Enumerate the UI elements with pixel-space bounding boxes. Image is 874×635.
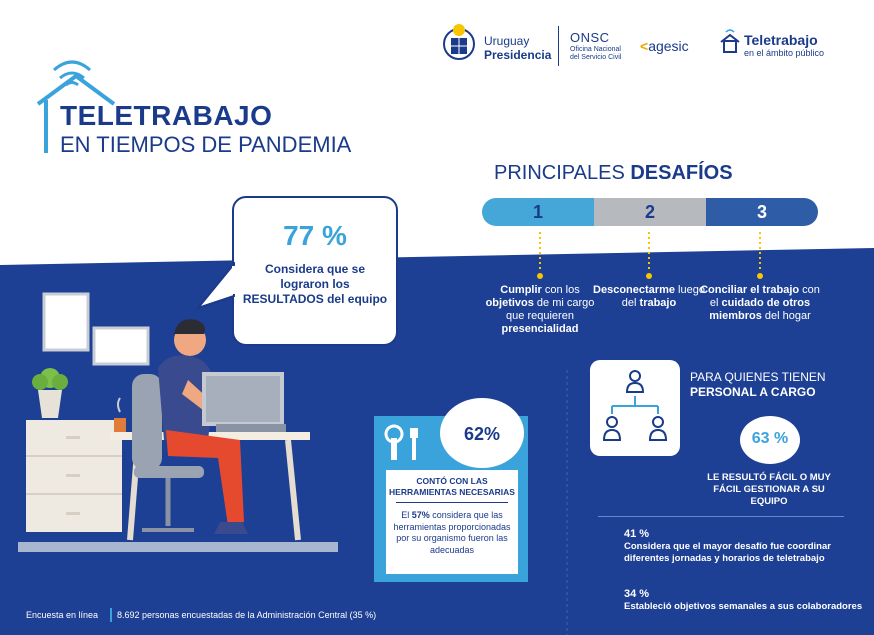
uruguay-seal-icon <box>440 22 478 66</box>
challenge-step-1: 1 <box>482 198 594 226</box>
challenge-text-2: Desconectarme luego del trabajo <box>593 284 705 309</box>
tools-divider <box>396 502 508 503</box>
footer-label: Encuesta en línea <box>26 610 99 620</box>
tools-heading: CONTÓ CON LAS HERRAMIENTAS NECESARIAS <box>389 476 515 497</box>
tools-icon <box>380 424 430 464</box>
manager-text: LE RESULTÓ FÁCIL O MUY FÁCIL GESTIONAR A SU EQUIPO <box>707 472 831 507</box>
teletrabajo-house-icon <box>720 28 740 54</box>
stat-41-value: 41 % <box>624 528 650 540</box>
teletrabajo-subtitle: en el ámbito público <box>744 48 825 58</box>
challenge-step-3: 3 <box>706 198 818 226</box>
org-chart-icon <box>598 368 672 448</box>
stat-41-text: Considera que el mayor desafío fue coordinar diferentes jornadas y horarios de teletrabajo <box>624 541 831 564</box>
tools-body: El 57% considera que las herramientas proporcionadas por su organismo fueron las adecuadas <box>393 510 511 555</box>
tools-percent: 62% <box>463 424 501 444</box>
bubble-tail <box>196 262 238 312</box>
onsc-title: ONSC <box>570 30 610 45</box>
onsc-sub1: Oficina Nacional <box>570 46 621 53</box>
onsc-sub2: del Servicio Civil <box>570 54 622 61</box>
results-percent: 77 % <box>283 220 347 251</box>
challenges-title: PRINCIPALES DESAFÍOS <box>494 162 733 184</box>
manager-percent: 63 % <box>751 430 789 447</box>
stat-34-text: Estableció objetivos semanales a sus colaboradores <box>624 601 863 612</box>
partner-logos <box>440 22 860 72</box>
logo-divider <box>558 26 559 66</box>
manager-title-line2: PERSONAL A CARGO <box>690 385 816 399</box>
challenge-text-3: Conciliar el trabajo con el cuidado de otros miembros del hogar <box>700 284 820 322</box>
agesic-logo: <agesic <box>640 38 689 54</box>
teletrabajo-title: Teletrabajo <box>744 32 818 48</box>
footer-text: 8.692 personas encuestadas de la Administración Central (35 %) <box>117 610 377 620</box>
uruguay-label: Uruguay <box>484 34 530 48</box>
manager-title-line1: PARA QUIENES TIENEN <box>690 370 826 384</box>
page-subtitle: EN TIEMPOS DE PANDEMIA <box>60 132 352 157</box>
results-text: Considera que se lograron los RESULTADOS del equipo <box>242 262 388 306</box>
page-title: TELETRABAJO <box>60 100 273 131</box>
challenge-step-2: 2 <box>594 198 706 226</box>
stat-34-value: 34 % <box>624 588 650 600</box>
presidencia-label: Presidencia <box>484 48 552 62</box>
footer-divider <box>110 608 112 622</box>
manager-divider <box>598 516 844 517</box>
challenge-text-1: Cumplir con los objetivos de mi cargo que requieren presencialidad <box>485 284 595 335</box>
